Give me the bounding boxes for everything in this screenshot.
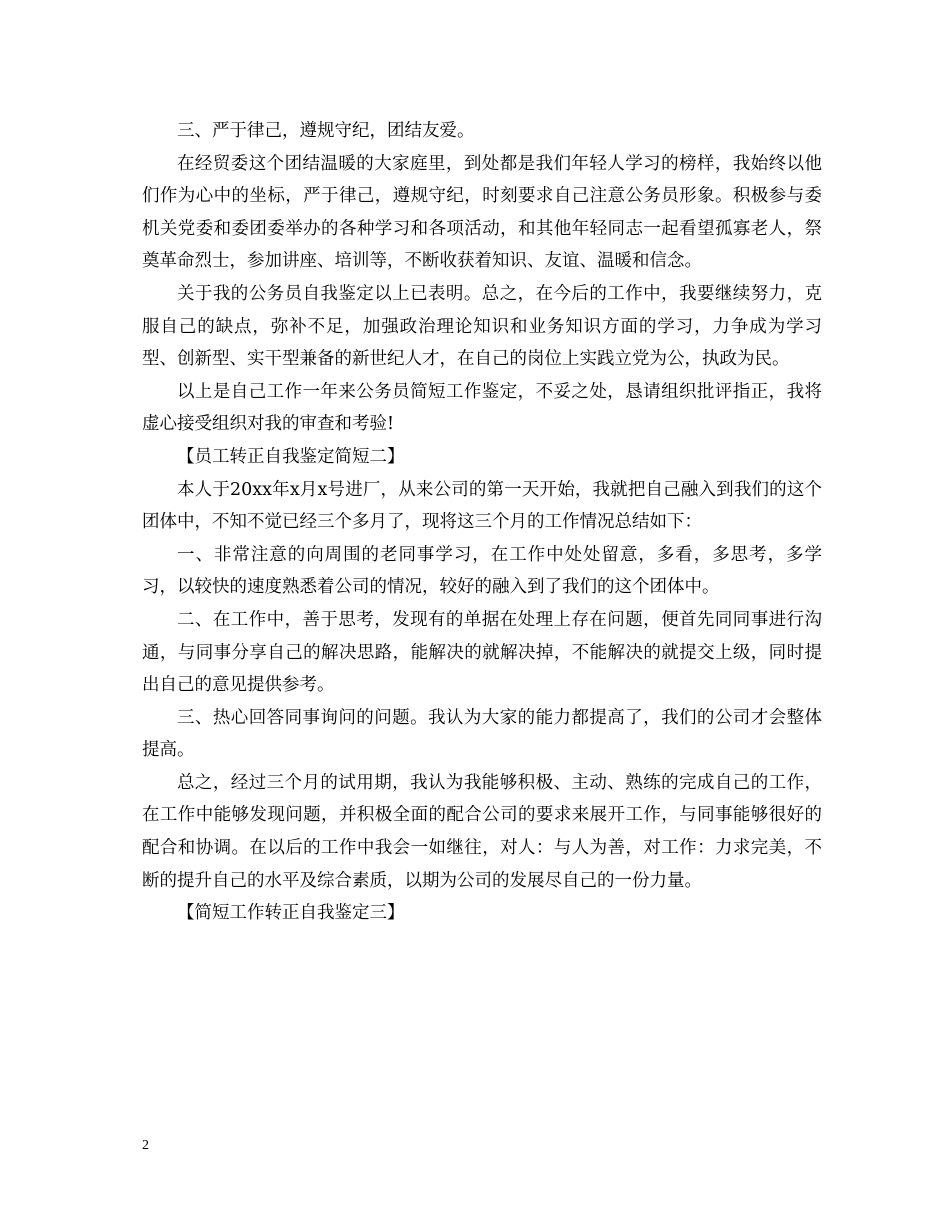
body-paragraph: 一、非常注意的向周围的老同事学习，在工作中处处留意，多看，多思考，多学习，以较快的速度熟悉着公司的情况，较好的融入到了我们的这个团体中。 — [142, 544, 822, 598]
body-paragraph: 以上是自己工作一年来公务员简短工作鉴定，不妥之处，恳请组织批评指正，我将虚心接受组织对我的审查和考验! — [142, 381, 822, 435]
section-heading-3: 三、严于律己，遵规守纪，团结友爱。 — [177, 121, 475, 141]
body-paragraph: 二、在工作中，善于思考，发现有的单据在处理上存在问题，便首先同同事进行沟通，与同事分享自己的解决思路，能解决的就解决掉，不能解决的就提交上级，同时提出自己的意见提供参考。 — [142, 609, 822, 696]
section-title-2: 【员工转正自我鉴定简短二】 — [177, 446, 405, 467]
page-number: 2 — [142, 1138, 149, 1153]
section-title-3: 【简短工作转正自我鉴定三】 — [177, 903, 405, 924]
body-paragraph: 三、热心回答同事询问的问题。我认为大家的能力都提高了，我们的公司才会整体提高。 — [142, 707, 822, 761]
body-paragraph: 在经贸委这个团结温暖的大家庭里，到处都是我们年轻人学习的榜样，我始终以他们作为心中的坐标，严于律己，遵规守纪，时刻要求自己注意公务员形象。积极参与委机关党委和委团委举办的各种学习和各项活动，和其他年轻同志一起看望孤寡老人，祭奠革命烈士，参加讲座、培训等，不断收获着知识、友谊、温暖和信念。 — [142, 153, 822, 272]
body-paragraph: 总之，经过三个月的试用期，我认为我能够积极、主动、熟练的完成自己的工作，在工作中能够发现问题，并积极全面的配合公司的要求来展开工作，与同事能够很好的配合和协调。在以后的工作中我会一如继往，对人：与人为善，对工作：力求完美，不断的提升自己的水平及综合素质，以期为公司的发展尽自己的一份力量。 — [142, 772, 822, 891]
document-body — [142, 115, 822, 930]
body-paragraph: 关于我的公务员自我鉴定以上已表明。总之，在今后的工作中，我要继续努力，克服自己的缺点，弥补不足，加强政治理论知识和业务知识方面的学习，力争成为学习型、创新型、实干型兼备的新世纪人才，在自己的岗位上实践立党为公，执政为民。 — [142, 283, 822, 370]
body-paragraph: 本人于20xx年x月x号进厂，从来公司的第一天开始，我就把自己融入到我们的这个团体中，不知不觉已经三个多月了，现将这三个月的工作情况总结如下： — [142, 479, 822, 533]
